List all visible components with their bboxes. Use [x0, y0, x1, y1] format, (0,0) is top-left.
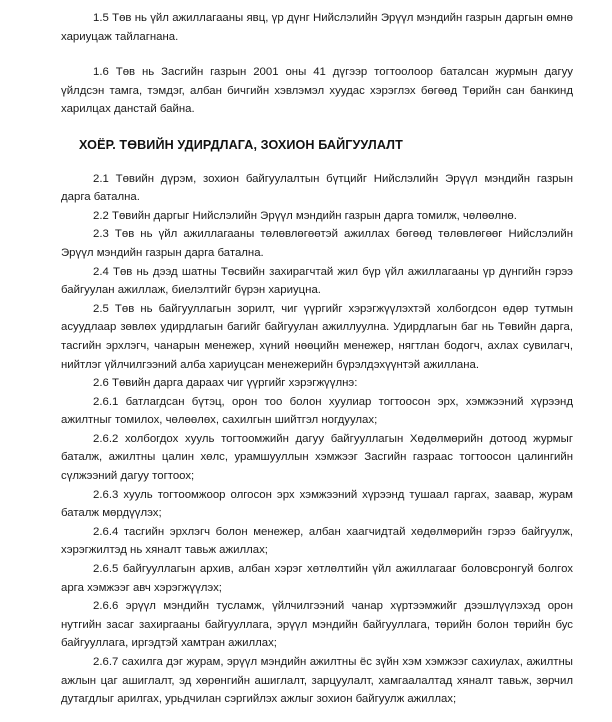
paragraph-2-6: 2.6 Төвийн дарга дараах чиг үүргийг хэрэгжүүлнэ:: [93, 377, 358, 390]
paragraph-2-6-1: 2.6.1 батлагдсан бүтэц, орон тоо болон хуулиар тогтоосон эрх, хэмжээний хүрээнд ажилтныг томилох, чөлөөлөх, сахилгын шийтгэл ногдуулах;: [61, 395, 573, 427]
section-heading: ХОЁР. ТӨВИЙН УДИРДЛАГА, ЗОХИОН БАЙГУУЛАЛТ: [79, 137, 403, 152]
paragraph-2-4: 2.4 Төв нь дээд шатны Төсвийн захирагчтай жил бүр үйл ажиллагааны үр дүнгийн гэрээ байгуулан ажиллаж, биелэлтийг бүрэн хариуцна.: [61, 265, 573, 297]
paragraph-1-5: 1.5 Төв нь үйл ажиллагааны явц, үр дүнг Нийслэлийн Эрүүл мэндийн газрын даргын өмнө хариуцаж тайлагнана.: [61, 12, 573, 43]
paragraph-2-5: 2.5 Төв нь байгууллагын зорилт, чиг үүргийг хэрэгжүүлэхтэй холбогдсон өдөр тутмын асуудлаар зөвлөх удирдлагын багийг байгуулан ажиллуулна. Удирдлагын баг нь Төвийн дарга, тасгийн эрхлэгч, чанарын менежер, хүний нөөцийн менежер, нягтлан бодогч, ахлах сувилагч, нийтлэг үйлчилгээний алба хариуцсан менежерийн бүрэлдэхүүнтэй ажиллана.: [61, 302, 573, 371]
paragraph-2-6-6: 2.6.6 эрүүл мэндийн тусламж, үйлчилгээний чанар хүртээмжийг дээшлүүлэхэд орон нутгийн засаг захиргааны байгууллага, эрүүл мэндийн байгууллага, төрийн болон төрийн бус байгууллага, иргэдтэй хамтран ажиллах;: [61, 600, 573, 650]
paragraph-2-3: 2.3 Төв нь үйл ажиллагааны төлөвлөгөөтэй ажиллах бөгөөд төлөвлөгөөг Нийслэлийн Эрүүл мэндийн газрын дарга батална.: [61, 228, 573, 259]
paragraph-2-6-5: 2.6.5 байгууллагын архив, албан хэрэг хөтлөлтийн үйл ажиллагааг боловсронгуй болгох арга хэмжээг авч хэрэгжүүлэх;: [61, 563, 573, 594]
paragraph-2-1: 2.1 Төвийн дүрэм, зохион байгуулалтын бүтцийг Нийслэлийн Эрүүл мэндийн газрын дарга батална.: [61, 172, 573, 204]
paragraph-2-6-2: 2.6.2 холбогдох хууль тогтоомжийн дагуу байгууллагын Хөдөлмөрийн дотоод журмыг баталж, ажилтны цалин хөлс, урамшууллын хэмжээг Засгийн газраас тогтоосон цалингийн сүлжээний дагуу тогтоох;: [61, 432, 573, 483]
document-page: [61, 9, 573, 709]
paragraph-2-6-7: 2.6.7 сахилга дэг журам, эрүүл мэндийн ажилтны ёс зүйн хэм хэмжээг сахиулах, ажилтны ажлын цаг ашиглалт, эд хөрөнгийн ашиглалт, зарцуулалт, хамгаалалтад хяналт тавьж, зөрчил дутагдлыг арилгах, урьдчилан сэргийлэх ажлыг зохион байгуулж ажиллах;: [61, 656, 573, 706]
paragraph-2-6-4: 2.6.4 тасгийн эрхлэгч болон менежер, албан хаагчидтай хөдөлмөрийн гэрээ байгуулж, хэрэгжилтэд нь хяналт тавьж ажиллах;: [61, 525, 573, 557]
paragraph-1-6: 1.6 Төв нь Засгийн газрын 2001 оны 41 дүгээр тогтоолоор баталсан журмын дагуу үйлдсэн тамга, тэмдэг, албан бичгийн хэвлэмэл хуудас хэрэглэх бөгөөд Төрийн сан банкинд харилцах данстай байна.: [61, 66, 573, 116]
paragraph-2-6-3: 2.6.3 хууль тогтоомжоор олгосон эрх хэмжээний хүрээнд тушаал гаргах, заавар, журам баталж мөрдүүлэх;: [61, 488, 573, 520]
paragraph-2-2: 2.2 Төвийн даргыг Нийслэлийн Эрүүл мэндийн газрын дарга томилж, чөлөөлнө.: [93, 209, 517, 222]
